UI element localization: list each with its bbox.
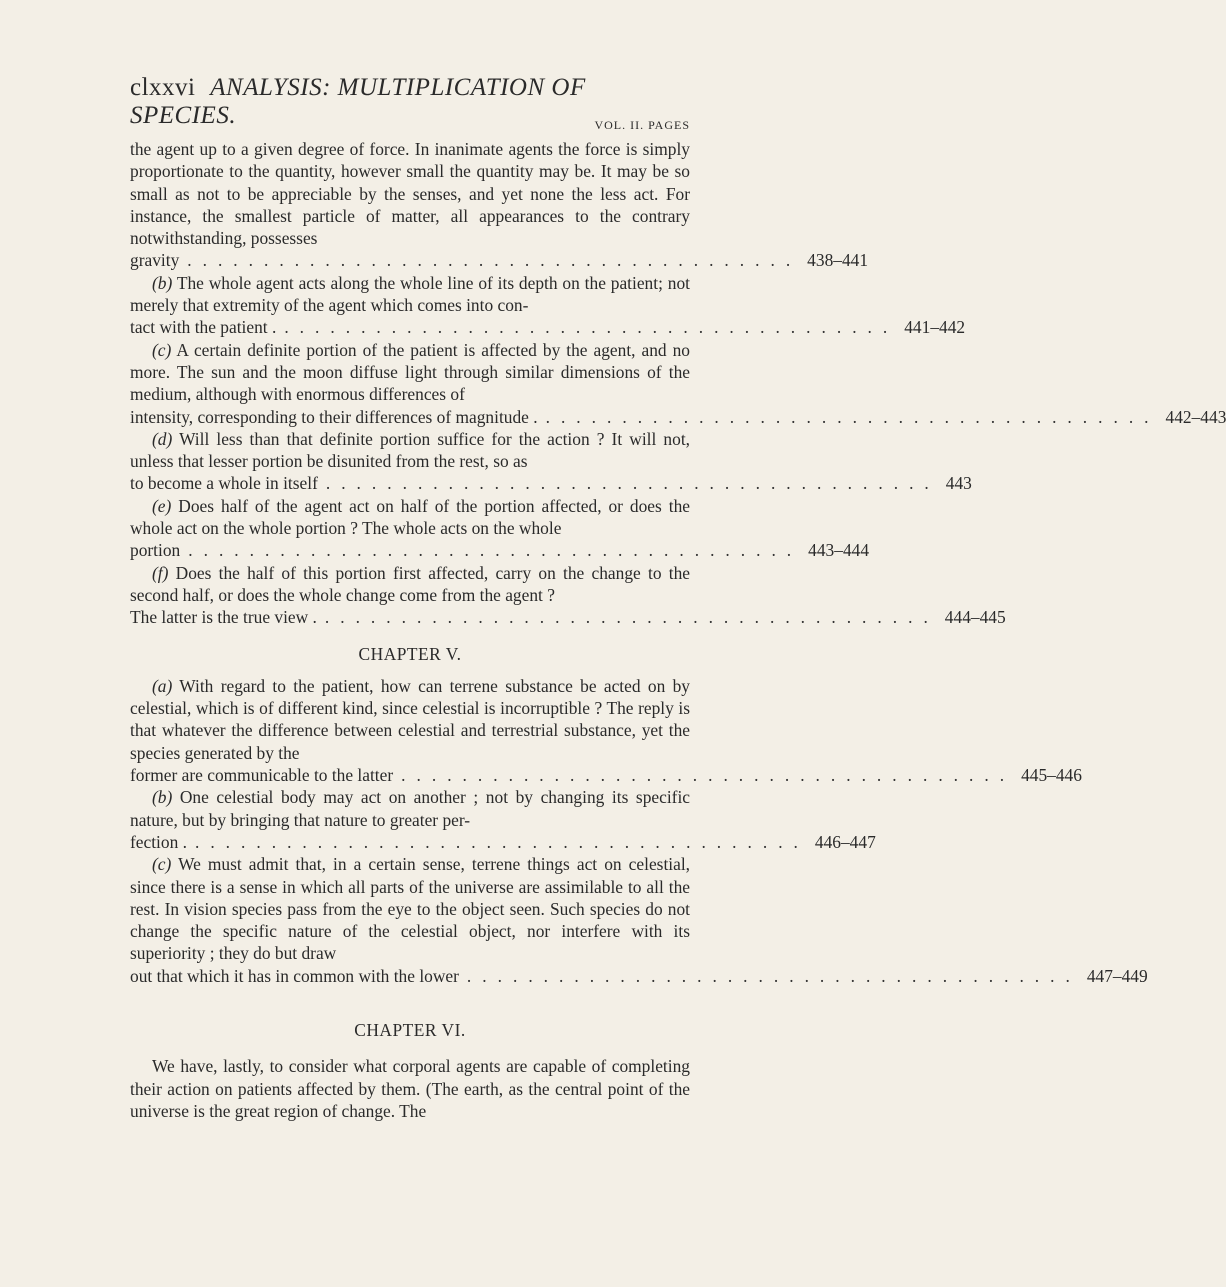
- leader-dots: ........................................: [324, 607, 939, 628]
- entry-pages: 442–443: [1165, 406, 1226, 427]
- page-number: clxxvi: [130, 74, 196, 101]
- entry-pages: 443: [945, 473, 972, 494]
- entry-text: Will less than that definite portion suffice for the action ? It will not, unless that lesser portion be disunited from the rest, so as: [130, 428, 690, 472]
- leader-dots: ........................................: [188, 540, 803, 561]
- entry-last-text: out that which it has in common with the lower: [130, 965, 459, 986]
- entry-text: A certain definite portion of the patient is affected by the agent, and no more. The sun and the moon diffuse light through similar dimensions of the medium, although with enormous differences of: [130, 339, 690, 405]
- entry-text: Does half of the agent act on half of the portion affected, or does the whole act on the whole portion ? The whole acts on the whole: [130, 495, 690, 539]
- entry-pages: 444–445: [944, 607, 1006, 628]
- entry-last-text: The latter is the true view .: [130, 607, 317, 628]
- entry-c: [130, 339, 690, 406]
- leader-dots: ........................................: [466, 965, 1081, 986]
- entry-last-text: tact with the patient .: [130, 317, 277, 338]
- entry-label: (d): [152, 428, 173, 449]
- entry-label: (f): [152, 562, 169, 583]
- entry-text: Does the half of this portion first affected, carry on the change to the second half, or does the whole change come from the agent ?: [130, 562, 690, 605]
- chapter-heading-v: CHAPTER V.: [358, 643, 462, 664]
- entry-e: [130, 495, 690, 540]
- analysis-body: [130, 138, 1226, 1122]
- leader-dots: ........................................: [187, 250, 802, 271]
- entry-text: We must admit that, in a certain sense, terrene things act on celestial, since there is a sense in which all parts of the universe are assimilable to all the rest. In vision species pass from the eye to the object seen. Such species do not change the specific nature of the celestial object, nor interfere with its superiority ; they do but draw: [130, 854, 690, 964]
- entry-f: [130, 562, 690, 607]
- entry-last-line: [130, 472, 972, 494]
- entry-last-line: [130, 316, 966, 338]
- entry-last-text: gravity: [130, 250, 180, 271]
- leader-dots: ........................................: [401, 765, 1016, 786]
- entry-last-line: [130, 965, 1148, 987]
- entry-text: With regard to the patient, how can terrene substance be acted on by celestial, which is of different kind, since celestial is incorruptible ? The reply is that whatever the difference between celestial and terrestrial substance, yet the species generated by the: [130, 675, 690, 763]
- entry-b: [130, 272, 690, 317]
- volume-pages-label: VOL. II. PAGES: [594, 118, 690, 132]
- entry-last-text: former are communicable to the latter: [130, 765, 394, 786]
- entry-text: One celestial body may act on another ; not by changing its specific nature, but by bringing that nature to greater per-: [130, 787, 690, 830]
- leader-dots: ........................................: [284, 317, 899, 338]
- running-title: ANALYSIS: MULTIPLICATION OF SPECIES.: [130, 74, 586, 129]
- entry-label: (c): [152, 854, 172, 875]
- chapter-heading-vi: CHAPTER VI.: [354, 1019, 466, 1040]
- entry-last-line: [130, 249, 869, 271]
- leader-dots: ........................................: [545, 406, 1160, 427]
- entry-pages: 441–442: [904, 317, 966, 338]
- entry-last-line: [130, 831, 876, 853]
- leader-dots: ........................................: [325, 473, 940, 494]
- entry-last-text: portion: [130, 540, 181, 561]
- entry-pages: 445–446: [1021, 765, 1082, 786]
- entry-label: (b): [152, 272, 173, 293]
- entry-label: (a): [152, 675, 173, 696]
- entry-last-line: [130, 406, 1226, 428]
- entry-v-b: [130, 786, 690, 831]
- entry-last-line: [130, 539, 870, 561]
- entry-last-line: [130, 606, 1006, 628]
- entry-text: The whole agent acts along the whole line of its depth on the patient; not merely that extremity of the agent which comes into con-: [130, 272, 690, 316]
- leader-dots: ........................................: [194, 831, 809, 852]
- entry-pages: 438–441: [807, 250, 869, 271]
- entry-d: [130, 428, 690, 473]
- chapter-vi-paragraph: We have, lastly, to consider what corporal agents are capable of completing their action on patients affected by them. (The earth, as the central point of the universe is the great region of change. The: [130, 1056, 690, 1121]
- entry-last-text: to become a whole in itself: [130, 473, 318, 494]
- entry-last-line: [130, 764, 1082, 786]
- entry-last-text: intensity, corresponding to their differences of magnitude .: [130, 406, 538, 427]
- entry-v-a: [130, 675, 690, 764]
- entry-last-text: fection .: [130, 831, 187, 852]
- entry-pages: 447–449: [1086, 965, 1148, 986]
- entry-label: (e): [152, 495, 172, 516]
- entry-text: the agent up to a given degree of force. In inanimate agents the force is simply proportionate to the quantity, however small the quantity may be. It may be so small as not to be appreciable by the senses, and yet none the less act. For instance, the smallest particle of matter, all appearances to the contrary notwithstanding, possesses: [130, 139, 690, 249]
- entry-v-c: [130, 853, 690, 964]
- entry-label: (b): [152, 787, 173, 808]
- entry-pages: 446–447: [814, 831, 876, 852]
- entry-continuation: [130, 138, 690, 249]
- entry-pages: 443–444: [808, 540, 870, 561]
- entry-label: (c): [152, 339, 172, 360]
